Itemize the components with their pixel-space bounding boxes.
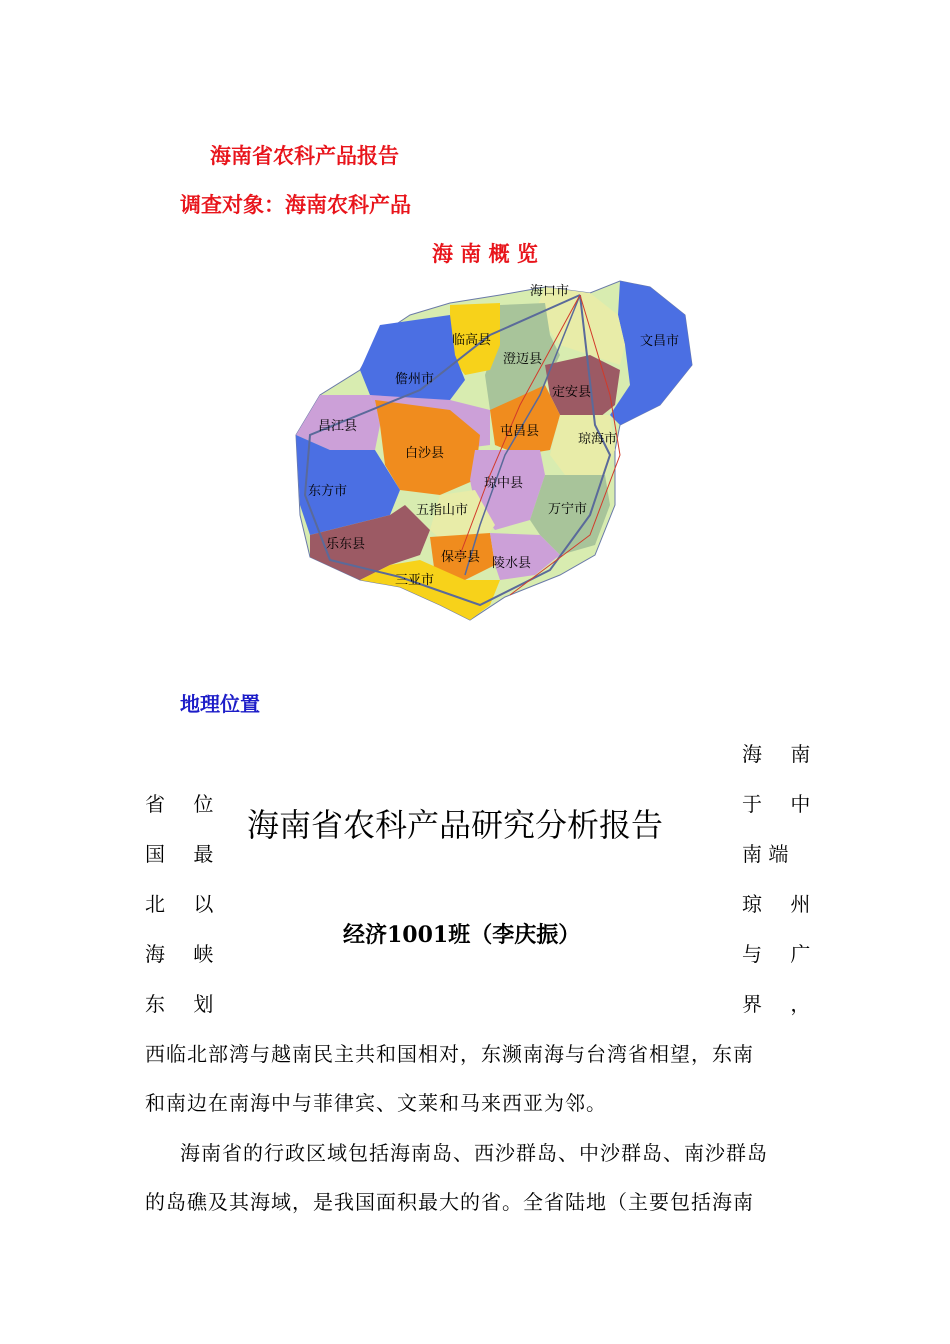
label-lingao: 临高县	[452, 333, 492, 348]
label-wenchang: 文昌市	[640, 334, 680, 349]
overlay-report-title: 海南省农科产品研究分析报告	[247, 806, 664, 844]
label-qionghai: 琼海市	[578, 432, 618, 447]
label-dingan: 定安县	[552, 385, 592, 400]
paragraph-2-line-1: 海南省的行政区域包括海南岛、西沙群岛、中沙群岛、南沙群岛	[180, 1141, 768, 1165]
paragraph-1-line-1: 西临北部湾与越南民主共和国相对，东濒南海与台湾省相望，东南	[145, 1042, 754, 1066]
label-wuzhishan: 五指山市	[416, 503, 469, 518]
label-danzhou: 儋州市	[395, 372, 435, 387]
survey-object: 调查对象：海南农科产品	[180, 192, 411, 217]
left-col-3: 北 以	[145, 892, 214, 916]
right-col-5: 与 广	[742, 942, 811, 966]
report-title: 海南省农科产品报告	[210, 143, 399, 168]
left-col-4: 海 峡	[145, 942, 214, 966]
label-qiongzhong: 琼中县	[484, 476, 524, 491]
overlay-subtitle: 经济1001班（李庆振）	[343, 922, 581, 948]
hainan-map	[290, 275, 700, 627]
label-haikou: 海口市	[530, 284, 570, 299]
left-col-1: 省 位	[145, 792, 214, 816]
label-wanning: 万宁市	[548, 502, 588, 517]
right-col-1: 海 南	[742, 742, 811, 766]
label-changjiang: 昌江县	[318, 419, 358, 434]
left-col-5: 东 划	[145, 992, 214, 1016]
map-region-danzhou	[360, 315, 465, 405]
geo-section-heading: 地理位置	[180, 692, 260, 716]
right-col-6: 界 ，	[742, 992, 811, 1016]
right-col-2: 于 中	[742, 792, 811, 816]
paragraph-1-line-2: 和南边在南海中与菲律宾、文莱和马来西亚为邻。	[145, 1091, 607, 1115]
label-sanya: 三亚市	[395, 573, 435, 588]
label-baoting: 保亭县	[441, 550, 481, 565]
overview-heading: 海 南 概 览	[432, 241, 538, 266]
label-baisha: 白沙县	[405, 446, 445, 461]
right-col-4: 琼 州	[742, 892, 811, 916]
right-col-3: 南 端	[742, 842, 789, 866]
left-col-2: 国 最	[145, 842, 214, 866]
label-lingshui: 陵水县	[492, 556, 532, 571]
label-ledong: 乐东县	[326, 537, 366, 552]
label-tunchang: 屯昌县	[500, 424, 540, 439]
paragraph-2-line-2: 的岛礁及其海域，是我国面积最大的省。全省陆地（主要包括海南	[145, 1190, 754, 1214]
label-dongfang: 东方市	[308, 484, 348, 499]
label-chengmai: 澄迈县	[503, 352, 543, 367]
